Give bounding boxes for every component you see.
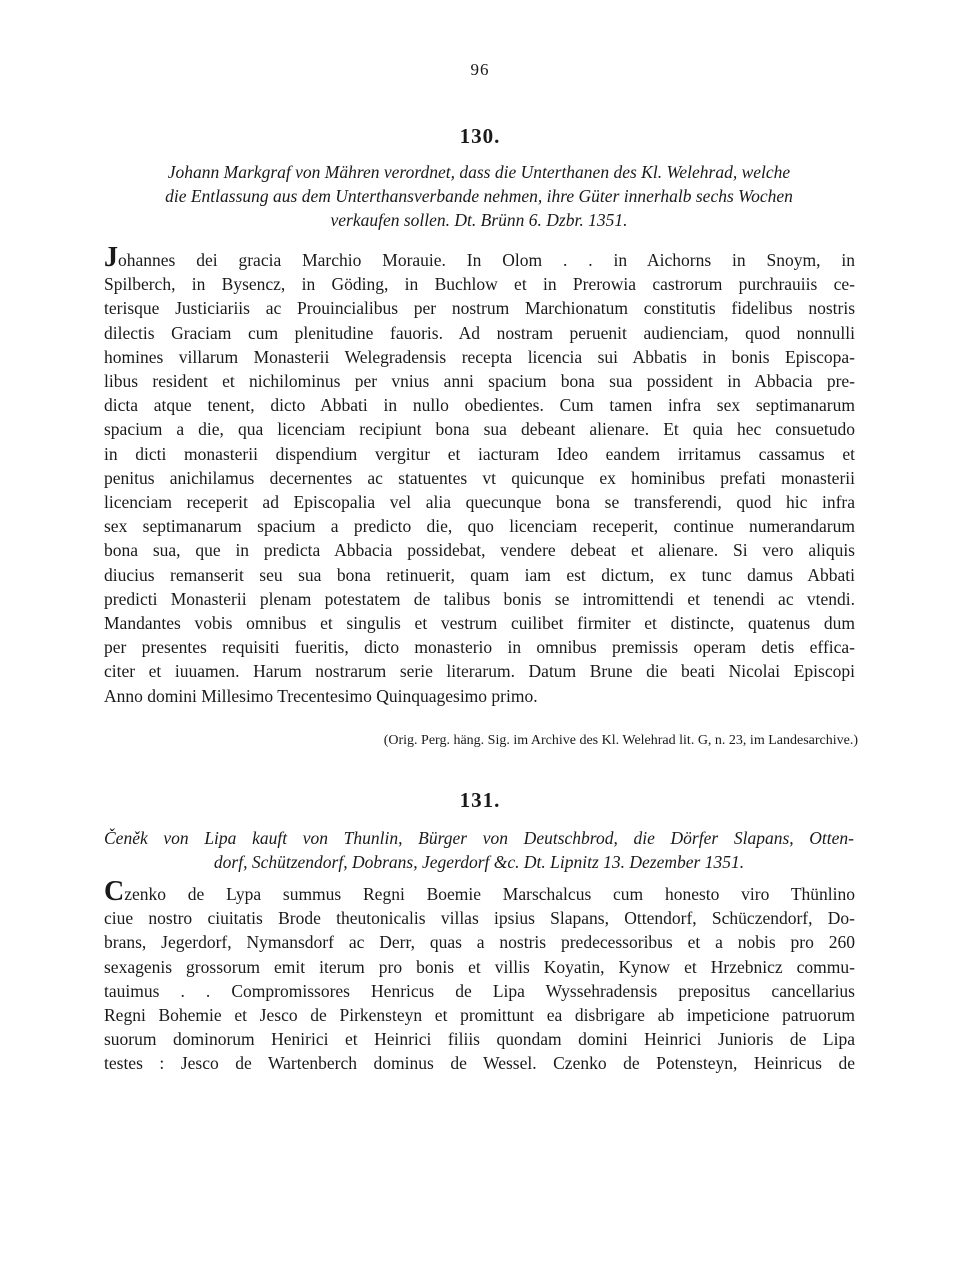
body-line: Mandantes vobis omnibus et singulis et vestrum cuilibet firmiter et distincte, quatenus dum xyxy=(104,613,855,634)
body-line: Anno domini Millesimo Trecentesimo Quinquagesimo primo. xyxy=(104,685,538,706)
page-number: 96 xyxy=(470,60,490,79)
summary-line: verkaufen sollen. Dt. Brünn 6. Dzbr. 1351. xyxy=(330,210,628,230)
body-line: citer et iuuamen. Harum nostrarum serie literarum. Datum Brune die beati Nicolai Episcopi xyxy=(104,661,855,682)
body-line: bona sua, que in predicta Abbacia possidebat, vendere debeat et alienare. Si vero aliquis xyxy=(104,540,855,561)
initial-letter: J xyxy=(104,242,118,273)
body-line: dicta atque tenent, dicto Abbati in nullo obedientes. Cum tamen infra sex septimanarum xyxy=(104,395,855,416)
summary-line: Johann Markgraf von Mähren verordnet, dass die Unterthanen des Kl. Welehrad, welche xyxy=(167,162,791,182)
document-number-130: 130. xyxy=(459,124,501,148)
body-line: Spilberch, in Bysencz, in Göding, in Buchlow et in Prerowia castrorum purchrauiis ce- xyxy=(104,274,855,295)
body-line: sexagenis grossorum emit iterum pro bonis et villis Koyatin, Kynow et Hrzebnicz commu- xyxy=(104,956,855,977)
body-line: libus resident et nichilominus per vnius anni spacium bona sua possident in Abbacia pre- xyxy=(104,371,855,392)
body-line: per presentes requisiti fueritis, dicto monasterio in omnibus premissis operam detis effica- xyxy=(104,637,855,658)
body-line: homines villarum Monasterii Welegradensis recepta licencia sui Abbatis in bonis Episcopa- xyxy=(104,346,855,367)
document-summary-130 xyxy=(104,160,854,232)
body-line: spacium a die, qua licenciam recipiunt bona sua debeant alienare. Et quia hec consuetudo xyxy=(104,419,855,440)
body-line: in dicti monasterii dispendium vergitur et iacturam Ideo eandem irritamus cassamus et xyxy=(104,443,855,464)
body-line: predicti Monasterii plenam potestatem de talibus bonis se intromittendi et tenendi ac vtendi. xyxy=(104,588,855,609)
document-body-131 xyxy=(104,876,855,1076)
body-line: dilectis Graciam cum plenitudine fauoris. Ad nostram peruenit audienciam, quod nonnulli xyxy=(104,322,855,343)
document-summary-131 xyxy=(104,826,854,874)
body-line xyxy=(104,876,855,907)
summary-line: die Entlassung aus dem Unterthansverbande nehmen, ihre Güter innerhalb sechs Wochen xyxy=(165,186,793,206)
summary-line: Čeněk von Lipa kauft von Thunlin, Bürger von Deutschbrod, die Dörfer Slapans, Otten- xyxy=(104,828,854,848)
body-line: ciue nostro ciuitatis Brode theutonicalis villas ipsius Slapans, Ottendorf, Schüczendorf, Do- xyxy=(104,908,855,929)
body-line: licenciam receperit ad Episcopalia vel alia quecunque bona se transferendi, quod hic infra xyxy=(104,492,855,513)
body-line: Regni Bohemie et Jesco de Pirkensteyn et promittunt ea disbrigare ab impeticione patruorum xyxy=(104,1005,855,1026)
source-note-130: (Orig. Perg. häng. Sig. im Archive des Kl. Welehrad lit. G, n. 23, im Landesarchive.) xyxy=(383,733,858,748)
body-line-text: zenko de Lypa summus Regni Boemie Marschalcus cum honesto viro Thünlino xyxy=(124,884,855,904)
body-line: diucius remanserit seu sua bona retinuerit, quam iam est dictum, ex tunc damus Abbati xyxy=(104,564,855,585)
body-line: testes : Jesco de Wartenberch dominus de Wessel. Czenko de Potensteyn, Heinricus de xyxy=(104,1053,855,1074)
document-number-131: 131. xyxy=(459,788,501,812)
body-line-text: ohannes dei gracia Marchio Morauie. In Olom . . in Aichorns in Snoym, in xyxy=(118,250,855,270)
initial-letter: C xyxy=(104,876,125,907)
body-line: suorum dominorum Henirici et Heinrici filiis quondam domini Heinrici Junioris de Lipa xyxy=(104,1029,855,1050)
summary-line: dorf, Schützendorf, Dobrans, Jegerdorf &c. Dt. Lipnitz 13. Dezember 1351. xyxy=(213,852,745,872)
body-line: sex septimanarum spacium a predicto die, quo licenciam receperit, continue numerandarum xyxy=(104,516,855,537)
body-line xyxy=(104,242,855,273)
document-body-130 xyxy=(104,242,855,708)
body-line: brans, Jegerdorf, Nymansdorf ac Derr, quas a nostris predecessoribus et a nobis pro 260 xyxy=(104,932,855,953)
body-line: terisque Justiciariis ac Prouincialibus per nostrum Marchionatum constitutis fidelibus nostris xyxy=(104,298,855,319)
body-line: tauimus . . Compromissores Henricus de Lipa Wyssehradensis prepositus cancellarius xyxy=(104,980,855,1001)
body-line: penitus anichilamus decernentes ac statuentes vt quicunque ex hominibus prefati monasterii xyxy=(104,467,855,488)
